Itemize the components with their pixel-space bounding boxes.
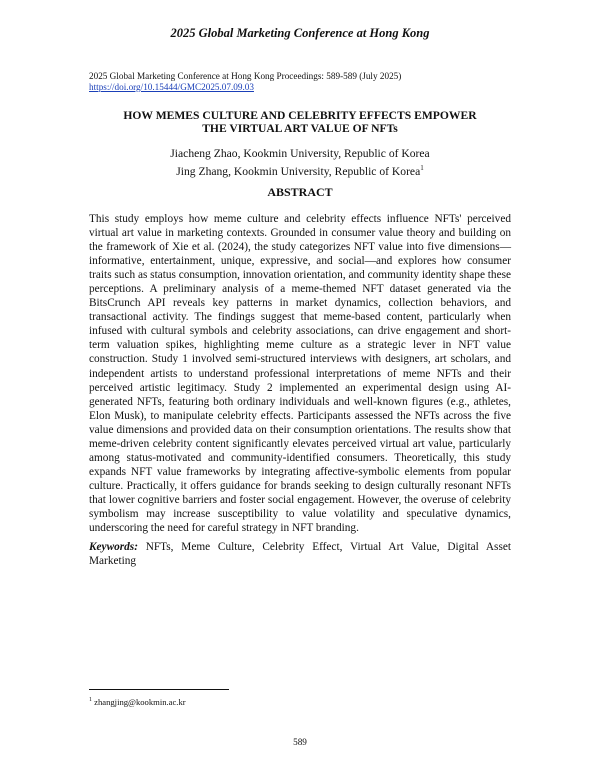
abstract-body: This study employs how meme culture and celebrity effects influence NFTs' perceived virtual art value in marketing contexts. Grounded in consumer value theory and building on the framework of Xie et al. (2024), the study categorizes NFT value into five dimensions—informative, entertainment, unique, expressive, and social—and explores how consumer traits such as status consumption, innovation orientation, and community identity shape these perceptions. A preliminary analysis of a meme-themed NFT dataset generated via the BitsCrunch API reveals key patterns in market dynamics, collection behaviors, and transactional activity. The findings suggest that meme-based content, particularly when infused with cultural symbols and celebrity associations, can drive engagement and short-term valuation spikes, highlighting meme culture as a strategic lever in NFT value construction. Study 1 involved semi-structured interviews with designers, art scholars, and independent artists to understand professional interpretations of meme NFTs and their perceived artistic legitimacy. Study 2 implemented an experimental design using AI-generated NFTs, featuring both ordinary individuals and well-known figures (e.g., athletes, Elon Musk), to manipulate celebrity effects. Participants assessed the NFTs across the five value dimensions and provided data on their consumption orientations. The results show that meme-driven celebrity content significantly elevates perceived virtual art value, particularly among status-motivated and community-identified consumers. Theoretically, this study expands NFT value frameworks by integrating affective-symbolic elements from popular culture. Practically, it offers guidance for brands seeking to design culturally resonant NFTs that lower cognitive barriers and foster social engagement. However, the overuse of celebrity symbolism may increase susceptibility to value volatility and speculative dynamics, underscoring the need for careful strategy in NFT branding. [89, 213, 511, 535]
keywords-label: Keywords: [89, 541, 138, 553]
doi-link[interactable]: https://doi.org/10.15444/GMC2025.07.09.03 [89, 82, 254, 92]
footnote-divider [89, 689, 229, 690]
author-2 [0, 161, 600, 179]
paper-title-line-2: THE VIRTUAL ART VALUE OF NFTs [202, 122, 398, 135]
footnote [89, 695, 186, 707]
author-1-text: Jiacheng Zhao, Kookmin University, Republic of Korea [170, 147, 430, 160]
running-header: 2025 Global Marketing Conference at Hong Kong [170, 26, 430, 40]
paper-title-line-1: HOW MEMES CULTURE AND CELEBRITY EFFECTS EMPOWER [123, 109, 477, 122]
footnote-mark: 1 [89, 697, 92, 703]
paper-title [0, 109, 600, 135]
author-list [0, 147, 600, 179]
proceedings-info [89, 71, 401, 93]
keywords [89, 540, 511, 568]
author-1 [0, 147, 600, 161]
author-2-footnote-mark: 1 [420, 164, 424, 172]
keywords-text: NFTs, Meme Culture, Celebrity Effect, Virtual Art Value, Digital Asset Marketing [89, 541, 511, 568]
abstract-heading: ABSTRACT [267, 185, 333, 199]
author-2-text: Jing Zhang, Kookmin University, Republic of Korea [176, 164, 421, 178]
page-number: 589 [293, 737, 307, 747]
proceedings-citation: 2025 Global Marketing Conference at Hong Kong Proceedings: 589-589 (July 2025) [89, 71, 402, 81]
footnote-email: zhangjing@kookmin.ac.kr [94, 696, 186, 707]
